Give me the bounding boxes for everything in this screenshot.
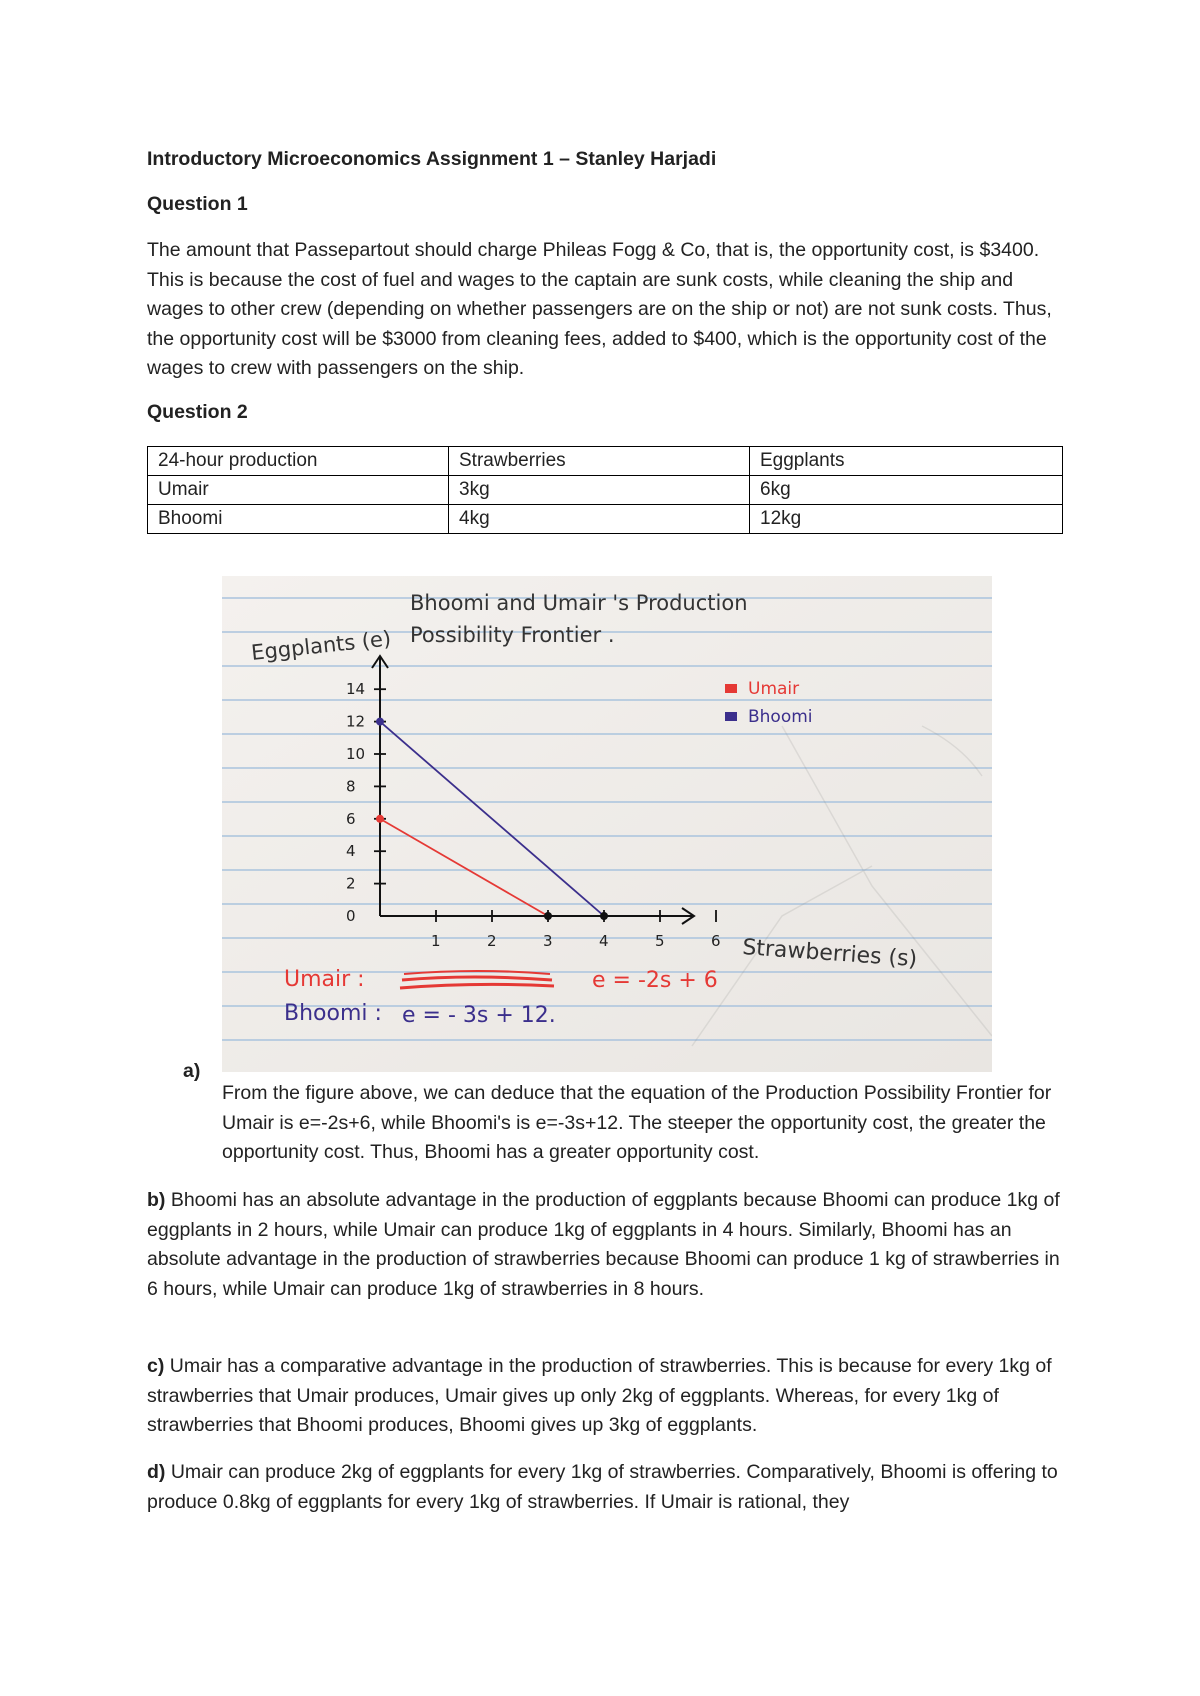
x-tick-label: 6 xyxy=(711,932,721,950)
ppf-point-bhoomi xyxy=(376,718,384,726)
ppf-point-bhoomi xyxy=(600,912,608,920)
table-row xyxy=(148,505,1063,534)
table-row xyxy=(148,476,1063,505)
ppf-point-umair xyxy=(376,815,384,823)
legend-bhoomi-label: Bhoomi xyxy=(748,707,813,727)
part-a-text: From the figure above, we can deduce that the equation of the Production Possibility Frontier for Umair is e=-2s+6, while Bhoomi's is e=-3s+12. The steeper the opportunity cost, the greater the opportunity cost. Thus, Bhoomi has a greater opportunity cost. xyxy=(222,1082,1052,1163)
x-tick-label: 3 xyxy=(543,932,553,950)
x-tick-label: 2 xyxy=(487,932,497,950)
x-tick-label: 5 xyxy=(655,932,665,950)
ppf-point-umair xyxy=(544,912,552,920)
legend-umair-swatch xyxy=(725,684,737,693)
eq-umair: e = -2s + 6 xyxy=(592,968,718,993)
legend-bhoomi-swatch xyxy=(725,712,737,721)
part-c-text: Umair has a comparative advantage in the production of strawberries. This is because for every 1kg of strawberries that Umair produces, Umair gives up only 2kg of eggplants. Whereas, for every 1kg of strawberries that Bhoomi produces, Bhoomi gives up 3kg of eggplants. xyxy=(147,1355,1052,1436)
table-header-cell: 24-hour production xyxy=(148,447,449,476)
part-d-label: d) xyxy=(147,1461,166,1483)
x-axis-label: Strawberries (s) xyxy=(741,935,918,973)
y-tick-label: 8 xyxy=(346,777,356,796)
table-header-cell: Strawberries xyxy=(449,447,750,476)
x-tick-label: 4 xyxy=(599,932,609,950)
ppf-figure xyxy=(222,576,992,1072)
question-1-body: The amount that Passepartout should charge Phileas Fogg & Co, that is, the opportunity cost, is $3400. This is because the cost of fuel and wages to the captain are sunk costs, while cleaning the ship and wages to other crew (depending on whether passengers are on the ship or not) are not sunk costs. Thus, the opportunity cost will be $3000 from cleaning fees, added to $400, which is the opportunity cost of the wages to crew with passengers on the ship. xyxy=(147,239,1052,379)
table-cell: 6kg xyxy=(750,476,1063,505)
part-d-paragraph xyxy=(147,1458,1067,1517)
part-a-label: a) xyxy=(183,1060,201,1082)
eq-bhoomi: e = - 3s + 12. xyxy=(402,1003,556,1028)
eq-bhoomi-label: Bhoomi : xyxy=(284,1001,382,1026)
y-tick-label: 10 xyxy=(346,745,366,763)
question-1-heading: Question 1 xyxy=(147,193,248,215)
y-tick-label: 0 xyxy=(346,907,356,925)
part-c-label: c) xyxy=(147,1355,165,1377)
table-cell: 12kg xyxy=(750,505,1063,534)
y-tick-label: 4 xyxy=(346,842,356,861)
table-cell: Umair xyxy=(148,476,449,505)
x-tick-label: 1 xyxy=(431,932,441,950)
table-cell: 4kg xyxy=(449,505,750,534)
part-b-paragraph xyxy=(147,1186,1067,1304)
figure-title-line1: Bhoomi and Umair 's Production xyxy=(410,591,748,615)
part-c-paragraph xyxy=(147,1352,1067,1441)
production-table xyxy=(147,446,1063,534)
part-b-label: b) xyxy=(147,1189,166,1211)
table-cell: 3kg xyxy=(449,476,750,505)
question-2-heading: Question 2 xyxy=(147,401,248,423)
figure-title-line2: Possibility Frontier . xyxy=(410,623,615,647)
y-tick-label: 12 xyxy=(346,712,366,731)
part-b-text: Bhoomi has an absolute advantage in the production of eggplants because Bhoomi can produce 1kg of eggplants in 2 hours, while Umair can produce 1kg of eggplants in 4 hours. Similarly, Bhoomi has an absolute advantage in the production of strawberries because Bhoomi can produce 1 kg of strawberries in 6 hours, while Umair can produce 1kg of strawberries in 8 hours. xyxy=(147,1189,1060,1300)
y-axis-label: Eggplants (e) xyxy=(250,626,393,665)
table-header-cell: Eggplants xyxy=(750,447,1063,476)
legend-umair-label: Umair xyxy=(748,679,800,699)
y-tick-label: 2 xyxy=(346,874,356,893)
table-header-row xyxy=(148,447,1063,476)
document-title: Introductory Microeconomics Assignment 1 – Stanley Harjadi xyxy=(147,148,717,170)
y-tick-label: 14 xyxy=(346,680,366,699)
part-d-text: Umair can produce 2kg of eggplants for every 1kg of strawberries. Comparatively, Bhoomi is offering to produce 0.8kg of eggplants for every 1kg of strawberries. If Umair is rational, they xyxy=(147,1461,1058,1513)
table-cell: Bhoomi xyxy=(148,505,449,534)
y-tick-label: 6 xyxy=(346,809,356,828)
eq-umair-label: Umair : xyxy=(284,967,365,992)
